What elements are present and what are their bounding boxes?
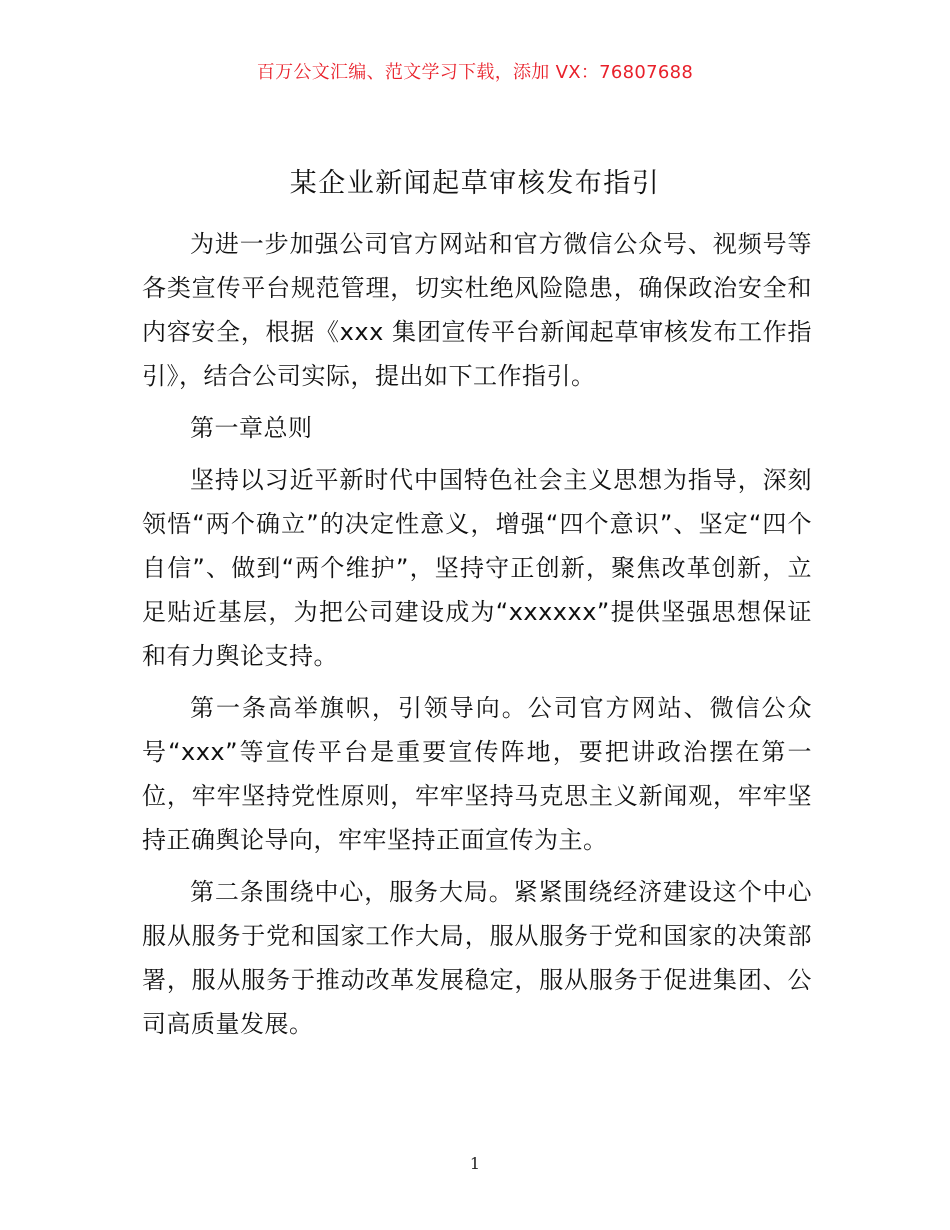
header-watermark-note: 百万公文汇编、范文学习下载，添加 VX：76807688 <box>256 62 694 83</box>
page-number: 1 <box>469 1154 481 1173</box>
document-body <box>142 222 812 1054</box>
chapter-heading: 第一章总则 <box>190 414 313 442</box>
intro-paragraph: 为进一步加强公司官方网站和官方微信公众号、视频号等各类宣传平台规范管理，切实杜绝风险隐患，确保政治安全和内容安全，根据《xxx 集团宣传平台新闻起草审核发布工作指引》，结合公司实际，提出如下工作指引。 <box>142 230 812 390</box>
general-principle-paragraph: 坚持以习近平新时代中国特色社会主义思想为指导，深刻领悟“两个确立”的决定性意义，增强“四个意识”、坚定“四个自信”、做到“两个维护”，坚持守正创新，聚焦改革创新，立足贴近基层，为把公司建设成为“xxxxxx”提供坚强思想保证和有力舆论支持。 <box>142 466 812 670</box>
document-title: 某企业新闻起草审核发布指引 <box>289 168 661 199</box>
article-one-paragraph: 第一条高举旗帜，引领导向。公司官方网站、微信公众号“xxx”等宣传平台是重要宣传阵地，要把讲政治摆在第一位，牢牢坚持党性原则，牢牢坚持马克思主义新闻观，牢牢坚持正确舆论导向，牢牢坚持正面宣传为主。 <box>142 694 812 854</box>
article-two-paragraph: 第二条围绕中心，服务大局。紧紧围绕经济建设这个中心服从服务于党和国家工作大局，服从服务于党和国家的决策部署，服从服务于推动改革发展稳定，服从服务于促进集团、公司高质量发展。 <box>142 878 812 1038</box>
